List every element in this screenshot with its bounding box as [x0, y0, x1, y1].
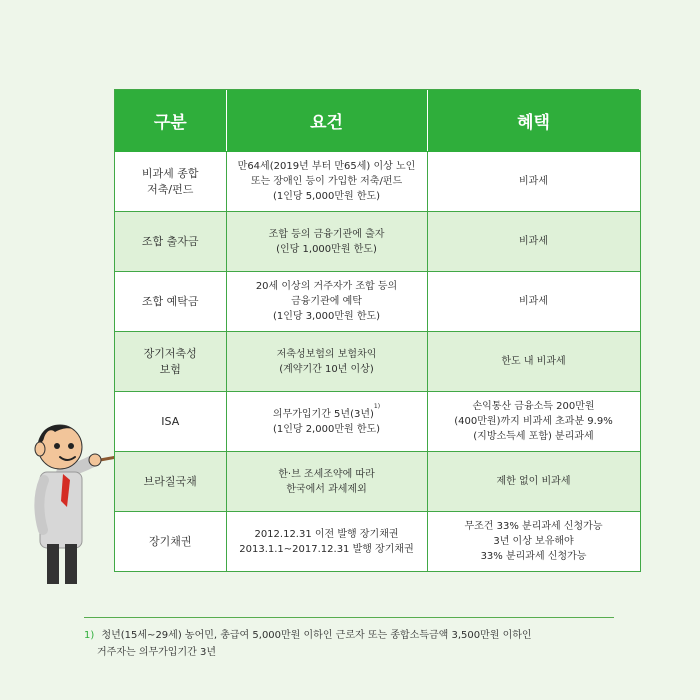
category-cell — [115, 512, 226, 572]
category-line: 조합 출자금 — [141, 234, 199, 248]
requirement-line: 저축성보험의 보험차익 — [276, 348, 377, 360]
requirement-line: 만64세(2019년 부터 만65세) 이상 노인 — [237, 161, 416, 172]
eye-right — [68, 443, 74, 449]
requirement-cell — [226, 392, 427, 452]
footnote-number: 1) — [84, 630, 95, 641]
benefit-cell — [427, 212, 640, 272]
table-row — [115, 152, 640, 212]
requirement-line-with-note — [233, 403, 421, 422]
category-cell — [115, 392, 226, 452]
category-line: 보험 — [159, 362, 181, 376]
table-row — [115, 452, 640, 512]
table-row — [115, 332, 640, 392]
requirement-line: 20세 이상의 거주자가 조합 등의 — [255, 281, 398, 292]
requirement-text: 의무가입기간 5년(3년) — [272, 408, 374, 420]
benefit-line: 33% 분리과세 신청가능 — [480, 551, 587, 562]
raised-hand — [89, 454, 101, 466]
footnote-line-1: 청년(15세~29세) 농어민, 총급여 5,000만원 이하인 근로자 또는 종합소득금액 3,500만원 이하인 — [101, 630, 532, 641]
requirement-line: (인당 1,000만원 한도) — [276, 243, 377, 255]
header-benefit: 혜택 — [427, 90, 640, 152]
footnote — [84, 627, 644, 661]
tax-benefit-table-container — [114, 89, 639, 572]
tax-benefit-table — [115, 90, 641, 572]
table-body — [115, 152, 640, 572]
category-cell — [115, 272, 226, 332]
category-line: 저축/펀드 — [147, 182, 194, 196]
requirement-line: 2013.1.1~2017.12.31 발행 장기채권 — [239, 543, 414, 555]
category-cell — [115, 452, 226, 512]
category-line: 브라질국채 — [143, 474, 197, 488]
benefit-line: 제한 없이 비과세 — [496, 476, 571, 487]
requirement-line: (계약기간 10년 이상) — [279, 363, 374, 375]
benefit-line: 3년 이상 보유해야 — [493, 536, 574, 547]
table-row — [115, 272, 640, 332]
requirement-line: 한·브 조세조약에 따라 — [278, 468, 375, 480]
footnote-marker: 1) — [373, 403, 381, 411]
benefit-line: 한도 내 비과세 — [501, 356, 566, 367]
lower-arm — [39, 480, 44, 530]
left-leg — [47, 544, 59, 584]
category-line: 비과세 종합 — [141, 166, 199, 180]
benefit-line: 비과세 — [519, 176, 548, 187]
table-row — [115, 392, 640, 452]
requirement-line: 한국에서 과세제외 — [286, 483, 367, 495]
benefit-line: (400만원)까지 비과세 초과분 9.9% — [454, 416, 613, 427]
requirement-line: 금융기관에 예탁 — [291, 296, 362, 307]
benefit-line: 무조건 33% 분리과세 신청가능 — [464, 521, 603, 532]
header-row — [115, 90, 640, 152]
category-cell — [115, 332, 226, 392]
requirement-line: (1인당 5,000만원 한도) — [272, 191, 381, 202]
requirement-cell — [226, 272, 427, 332]
category-line: 조합 예탁금 — [141, 294, 199, 308]
benefit-line: (지방소득세 포함) 분리과세 — [473, 431, 594, 442]
footnote-line-2: 거주자는 의무가입기간 3년 — [97, 647, 216, 658]
requirement-line: 조합 등의 금융기관에 출자 — [268, 228, 385, 240]
requirement-cell — [226, 152, 427, 212]
requirement-cell — [226, 512, 427, 572]
category-line: 장기채권 — [148, 534, 192, 548]
benefit-line: 비과세 — [519, 236, 548, 247]
benefit-cell — [427, 512, 640, 572]
category-cell — [115, 212, 226, 272]
requirement-line: 2012.12.31 이전 발행 장기채권 — [254, 528, 399, 540]
header-category: 구분 — [115, 90, 226, 152]
benefit-cell — [427, 272, 640, 332]
table-row — [115, 512, 640, 572]
requirement-cell — [226, 452, 427, 512]
header-requirement: 요건 — [226, 90, 427, 152]
eye-left — [54, 443, 60, 449]
requirement-cell — [226, 212, 427, 272]
requirement-line: (1인당 3,000만원 한도) — [272, 311, 381, 322]
benefit-line: 손익통산 금융소득 200만원 — [472, 401, 595, 412]
category-cell — [115, 152, 226, 212]
table-header — [115, 90, 640, 152]
requirement-cell — [226, 332, 427, 392]
benefit-cell — [427, 332, 640, 392]
ear — [35, 442, 45, 456]
benefit-cell — [427, 452, 640, 512]
benefit-cell — [427, 152, 640, 212]
benefit-cell — [427, 392, 640, 452]
category-line: ISA — [161, 414, 180, 428]
right-leg — [65, 544, 77, 584]
requirement-line: 또는 장애인 등이 가입한 저축/펀드 — [250, 176, 403, 187]
footnote-divider — [84, 617, 614, 618]
requirement-line: (1인당 2,000만원 한도) — [272, 423, 381, 435]
benefit-line: 비과세 — [519, 296, 548, 307]
category-line: 장기저축성 — [143, 346, 197, 360]
table-row — [115, 212, 640, 272]
